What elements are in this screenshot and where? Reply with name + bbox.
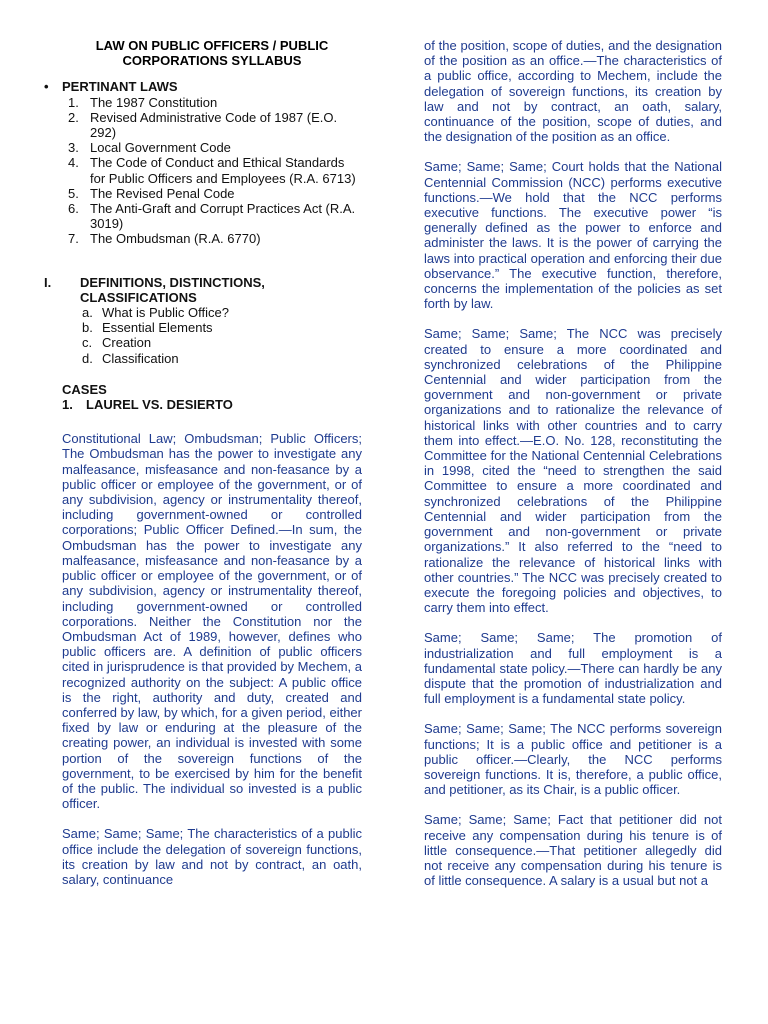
case-paragraph: Same; Same; Same; Fact that petitioner did not receive any compensation during his tenure is of little consequence.—That petitioner allegedly did not receive any compensation during his tenure is of little consequence. A salary is a usual but not a	[424, 812, 722, 889]
section-title: DEFINITIONS, DISTINCTIONS, CLASSIFICATIONS	[80, 274, 265, 305]
bullet-icon: •	[44, 79, 49, 95]
item-text: The Code of Conduct and Ethical Standards for Public Officers and Employees (R.A. 6713)	[90, 155, 356, 186]
right-column	[424, 38, 722, 888]
list-item	[62, 140, 362, 155]
list-item	[62, 155, 362, 185]
item-letter: d.	[82, 350, 93, 366]
left-column	[44, 38, 362, 887]
item-text: The 1987 Constitution	[90, 94, 218, 110]
item-letter: c.	[82, 335, 93, 351]
section-number: I.	[44, 274, 52, 290]
pertinent-laws-list	[62, 95, 362, 247]
case-paragraph: of the position, scope of duties, and the designation of the position as an office.—The characteristics of a public office, according to Mechem, include the delegation of sovereign functions, its creation by law and not by contract, an oath, salary, continuance of the position, scope of duties, and the designation of the position as an office.	[424, 38, 722, 145]
list-item	[62, 335, 362, 350]
case-name: LAUREL VS. DESIERTO	[86, 397, 233, 413]
pertinent-laws-label: PERTINANT LAWS	[62, 79, 178, 95]
topics-list	[62, 305, 362, 366]
item-text: Creation	[102, 335, 152, 351]
item-number: 5.	[68, 185, 79, 201]
list-item	[62, 351, 362, 366]
cases-heading: CASES	[62, 381, 107, 397]
item-letter: b.	[82, 320, 93, 336]
case-paragraph: Same; Same; Same; The characteristics of a public office include the delegation of sovereign functions, its creation by law and not by contract, an oath, salary, continuance	[62, 826, 362, 887]
item-number: 4.	[68, 155, 79, 171]
title-line-2: CORPORATIONS SYLLABUS	[122, 53, 302, 69]
case-title	[62, 397, 362, 412]
item-text: The Ombudsman (R.A. 6770)	[90, 231, 261, 247]
list-item	[62, 110, 362, 140]
list-item	[62, 320, 362, 335]
item-number: 7.	[68, 231, 79, 247]
list-item	[62, 305, 362, 320]
case-number: 1.	[62, 397, 73, 413]
case-paragraph: Same; Same; Same; The NCC performs sovereign functions; It is a public office and petitioner is a public officer.—Clearly, the NCC performs sovereign functions. It is, therefore, a public office, and petitioner, as its Chair, is a public officer.	[424, 721, 722, 798]
item-text: The Anti-Graft and Corrupt Practices Act (R.A. 3019)	[90, 201, 356, 232]
document-title	[62, 38, 362, 68]
section-heading	[44, 274, 362, 305]
item-number: 3.	[68, 140, 79, 156]
pertinent-laws-heading	[44, 79, 362, 95]
item-number: 2.	[68, 109, 79, 125]
title-line-1: LAW ON PUBLIC OFFICERS / PUBLIC	[95, 38, 329, 53]
item-number: 1.	[68, 94, 79, 110]
item-number: 6.	[68, 201, 79, 217]
list-item	[62, 95, 362, 110]
item-text: What is Public Office?	[102, 305, 229, 321]
item-text: Essential Elements	[102, 320, 213, 336]
list-item	[62, 201, 362, 231]
item-text: Revised Administrative Code of 1987 (E.O. 292)	[90, 109, 338, 141]
item-text: Classification	[102, 350, 179, 366]
case-paragraph: Same; Same; Same; The promotion of industrialization and full employment is a fundamental state policy.—There can hardly be any dispute that the promotion of industrialization and full employment is a fundamental state policy.	[424, 630, 722, 707]
list-item	[62, 186, 362, 201]
case-paragraph: Same; Same; Same; Court holds that the National Centennial Commission (NCC) performs executive functions.—We hold that the NCC performs executive functions. The executive power “is generally defined as the power to enforce and administer the laws. It is the power of carrying the laws into practical operation and enforcing their due observance.” The executive function, therefore, concerns the implementation of the policies as set forth by law.	[424, 159, 722, 312]
case-paragraph: Constitutional Law; Ombudsman; Public Officers; The Ombudsman has the power to investigate any malfeasance, misfeasance and non-feasance by a public officer or employee of the government, or of any subdivision, agency or instrumentality thereof, including government-owned or controlled corporations; Public Officer Defined.—In sum, the Ombudsman has the power to investigate any malfeasance, misfeasance and non-feasance by a public officer or employee of the government, or of any subdivision, agency or instrumentality thereof, including government-owned or controlled corporations. Neither the Constitution nor the Ombudsman Act of 1989, however, defines who public officers are. A definition of public officers cited in jurisprudence is that provided by Mechem, a recognized authority on the subject: A public office is the right, authority and duty, created and conferred by law, by which, for a given period, either fixed by law or enduring at the pleasure of the creating power, an individual is invested with some portion of the sovereign functions of the government, to be exercised by him for the benefit of the public. The individual so invested is a public officer.	[62, 431, 362, 812]
item-text: Local Government Code	[90, 140, 231, 156]
case-paragraph: Same; Same; Same; The NCC was precisely created to ensure a more coordinated and synchronized celebrations of the Philippine Centennial and wider participation from the government and non-government or private organizations and to rationalize the relevance of historical links with other countries and to carry them into effect.—E.O. No. 128, reconstituting the Committee for the National Centennial Celebrations in 1998, cited the “need to strengthen the said Committee to ensure a more coordinated and synchronized celebrations of the Philippine Centennial and wider participation from the government and non-government or private organizations.” It also referred to the “need to rationalize the relevance of historical links with other countries.” The NCC was precisely created to execute the foregoing policies and objectives, to carry them into effect.	[424, 326, 722, 616]
list-item	[62, 231, 362, 246]
item-text: The Revised Penal Code	[90, 185, 235, 201]
item-letter: a.	[82, 305, 93, 321]
